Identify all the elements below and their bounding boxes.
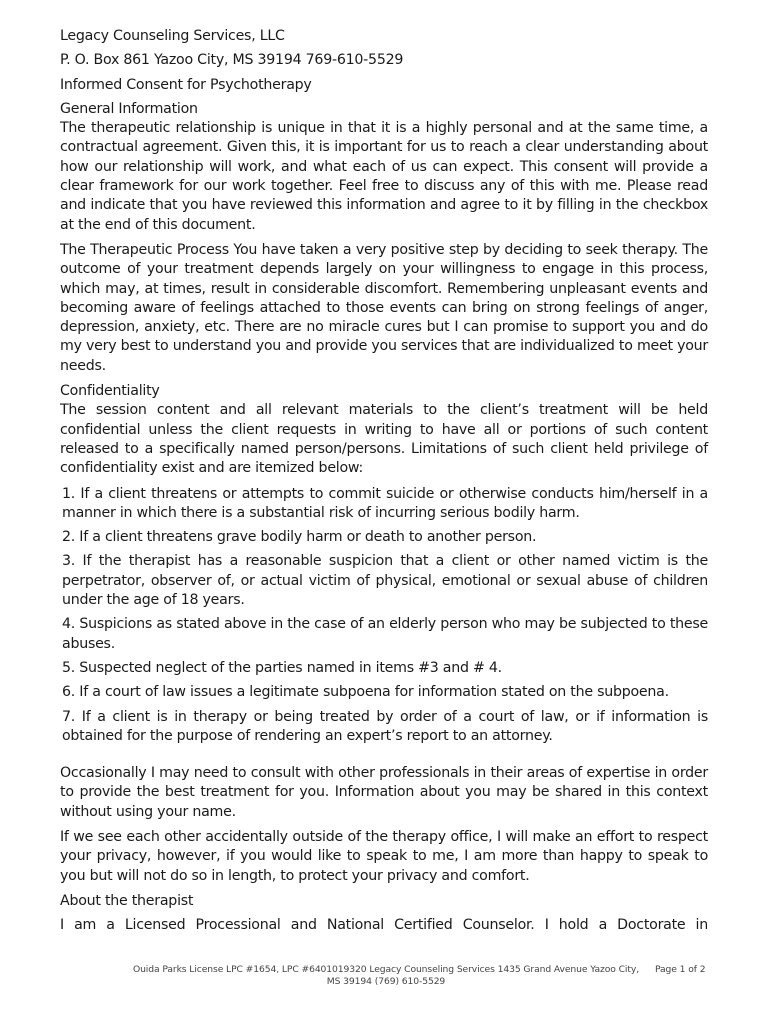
consultation-paragraph: Occasionally I may need to consult with other professionals in their areas of expertise in order to provide the best treatment for you. Information about you may be shared in this context without using your name. xyxy=(60,765,708,820)
general-information-heading: General Information xyxy=(60,100,198,117)
general-information-paragraph: The therapeutic relationship is unique in that it is a highly personal and at the same time, a contractual agreement. Given this, it is important for us to reach a clear understanding about how our relationship will work, and what each of us can expect. This consent will provide a clear framework for our work together. Feel free to discuss any of this with me. Please read and indicate that you have reviewed this information and agree to it by filling in the checkbox at the end of this document. xyxy=(60,120,708,233)
confidentiality-limitations-list xyxy=(60,485,708,747)
list-item: 7. If a client is in therapy or being treated by order of a court of law, or if information is obtained for the purpose of rendering an expert’s report to an attorney. xyxy=(62,708,708,744)
about-therapist-paragraph: I am a Licensed Processional and National Certified Counselor. I hold a Doctorate in xyxy=(60,917,708,934)
page-number: Page 1 of 2 xyxy=(655,964,706,975)
company-name: Legacy Counseling Services, LLC xyxy=(60,28,285,44)
confidentiality-paragraph: The session content and all relevant materials to the client’s treatment will be held confidential unless the client requests in writing to have all or portions of such content released to a specifically named person/persons. Limitations of such client held privilege of confidentiality exist and are itemized below: xyxy=(60,402,708,477)
section-spacer xyxy=(60,751,708,764)
document-page xyxy=(60,27,708,941)
list-item: 5. Suspected neglect of the parties named in items #3 and # 4. xyxy=(62,659,502,676)
list-item: 2. If a client threatens grave bodily harm or death to another person. xyxy=(62,529,537,546)
confidentiality-heading: Confidentiality xyxy=(60,383,160,400)
document-title: Informed Consent for Psychotherapy xyxy=(60,76,312,93)
list-item: 1. If a client threatens or attempts to commit suicide or otherwise conducts him/herself in a manner in which there is a substantial risk of incurring serious bodily harm. xyxy=(62,485,708,521)
list-item: 3. If the therapist has a reasonable suspicion that a client or other named victim is the perpetrator, observer of, or actual victim of physical, emotional or sexual abuse of children under the age of 18 years. xyxy=(62,553,708,609)
list-item: 4. Suspicions as stated above in the case of an elderly person who may be subjected to these abuses. xyxy=(62,616,708,652)
page-footer xyxy=(126,964,646,987)
footer-line-1: Ouida Parks License LPC #1654, LPC #6401019320 Legacy Counseling Services 1435 Grand Avenue Yazoo City, xyxy=(132,964,640,975)
about-therapist-heading: About the therapist xyxy=(60,892,194,909)
company-address: P. O. Box 861 Yazoo City, MS 39194 769-610-5529 xyxy=(60,52,404,69)
list-item: 6. If a court of law issues a legitimate subpoena for information stated on the subpoena. xyxy=(62,684,669,701)
outside-office-paragraph: If we see each other accidentally outside of the therapy office, I will make an effort to respect your privacy, however, if you would like to speak to me, I am more than happy to speak to you but will not do so in length, to protect your privacy and comfort. xyxy=(60,828,708,884)
therapeutic-process-paragraph: The Therapeutic Process You have taken a very positive step by deciding to seek therapy. The outcome of your treatment depends largely on your willingness to engage in this process, which may, at times, result in considerable discomfort. Remembering unpleasant events and becoming aware of feelings attached to those events can bring on strong feelings of anger, depression, anxiety, etc. There are no miracle cures but I can promise to support you and do my very best to understand you and provide you services that are individualized to meet your needs. xyxy=(60,241,708,374)
footer-line-2: MS 39194 (769) 610-5529 xyxy=(326,975,446,987)
